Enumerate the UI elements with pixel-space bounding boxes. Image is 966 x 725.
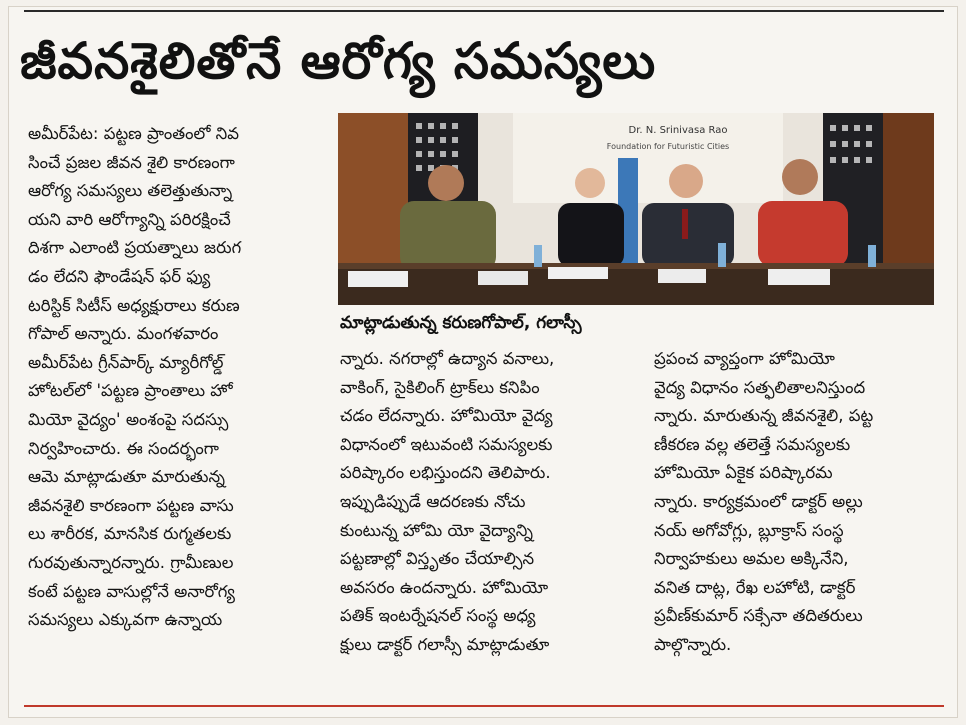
article-line: ప్రపంచ వ్యాప్తంగా హోమియో <box>654 349 835 368</box>
article-line: ఆరోగ్య సమస్యలు తలెత్తుతున్నా <box>28 181 233 201</box>
article-line: ప్రవీణ్‌కుమార్ సక్సేనా తదితరులు <box>654 606 863 626</box>
article-line: సమస్యలు ఎక్కువగా ఉన్నాయ <box>28 610 223 630</box>
banner-text-line2: Foundation for Futuristic Cities <box>606 142 730 151</box>
article-line: హోటల్‌లో 'పట్టణ ప్రాంతాలు హో <box>28 381 233 401</box>
article-line: పతిక్ ఇంటర్నేషనల్ సంస్థ అధ్య <box>340 606 536 626</box>
article-line: క్షులు డాక్టర్ గలాస్సీ మాట్లాడుతూ <box>340 634 550 654</box>
article-line: జీవనశైలి కారణంగా పట్టణ వాసు <box>28 495 234 515</box>
article-line: పరిష్కారం లభిస్తుందని తెలిపారు. <box>340 463 551 483</box>
article-line: విధానంలో ఇటువంటి సమస్యలకు <box>340 434 553 454</box>
article-line: ణీకరణ వల్ల తలెత్తే సమస్యలకు <box>654 434 851 454</box>
article-line: న్నారు. కార్యక్రమంలో డాక్టర్ అల్లు <box>654 491 863 511</box>
article-column-2 <box>340 345 630 660</box>
article-line: పట్టణాల్లో విస్తృతం చేయాల్సిన <box>340 549 535 569</box>
article-line: అవసరం ఉందన్నారు. హోమియో <box>340 577 549 597</box>
event-photo-drawing <box>338 113 934 305</box>
article-line: న్నారు. మారుతున్న జీవనశైలి, పట్ట <box>654 406 874 426</box>
article-line: గోపాల్ అన్నారు. మంగళవారం <box>28 324 219 344</box>
article-line: మియో వైద్యం' అంశంపై సదస్సు <box>28 409 229 429</box>
top-rule <box>24 10 944 12</box>
article-line: వనిత దాట్ల, రేఖ లహోటి, డాక్టర్ <box>654 577 856 597</box>
article-line: పాల్గొన్నారు. <box>654 634 732 654</box>
article-line: చడం లేదన్నారు. హోమియో వైద్య <box>340 406 553 426</box>
article-line: సించే ప్రజల జీవన శైలి కారణంగా <box>28 152 235 172</box>
headline: జీవనశైలితోనే ఆరోగ్య సమస్యలు <box>20 32 657 90</box>
photo-caption: మాట్లాడుతున్న కరుణగోపాల్, గలాస్సీ <box>340 313 582 333</box>
article-line: కంటే పట్టణ వాసుల్లోనే అనారోగ్య <box>28 581 235 601</box>
article-line: కుంటున్న హోమి యో వైద్యాన్ని <box>340 520 533 540</box>
event-photo <box>338 113 934 305</box>
article-line: లు శారీరక, మానసిక రుగ్మతలకు <box>28 524 232 544</box>
article-line: న్నారు. నగరాల్లో ఉద్యాన వనాలు, <box>340 349 555 368</box>
article-line: నిర్వాహకులు అమల అక్కినేని, <box>654 549 849 569</box>
article-line: టరిస్టిక్ సిటీస్ అధ్యక్షురాలు కరుణ <box>28 295 240 315</box>
article-line: నిర్వహించారు. ఈ సందర్భంగా <box>28 438 219 458</box>
article-line: వాకింగ్, సైకిలింగ్ ట్రాక్‌లు కనిపిం <box>340 377 540 397</box>
article-column-1 <box>28 120 328 635</box>
article-column-3 <box>654 345 944 660</box>
article-line: డం లేదని ఫౌండేషన్ ఫర్ ఫ్యు <box>28 266 211 286</box>
article-line: వైద్య విధానం సత్ఫలితాలనిస్తుంద <box>654 377 866 397</box>
bottom-rule <box>24 705 944 707</box>
article-line: హోమియో ఏకైక పరిష్కారమ <box>654 463 833 483</box>
article-line: ఆమె మాట్లాడుతూ మారుతున్న <box>28 467 225 487</box>
article-line: నయ్ అగోవోగ్లు, బ్లూక్రాస్ సంస్థ <box>654 520 844 540</box>
banner-text-line1: Dr. N. Srinivasa Rao <box>628 125 728 136</box>
article-line: యని వారి ఆరోగ్యాన్ని పరిరక్షించే <box>28 209 231 229</box>
article-line: అమీర్‌పేట: పట్టణ ప్రాంతంలో నివ <box>28 124 239 143</box>
article-line: గురవుతున్నారన్నారు. గ్రామీణుల <box>28 552 234 572</box>
article-line: అమీర్‌పేట గ్రీన్‌పార్క్ మ్యారీగోల్డ్ <box>28 352 224 372</box>
article-line: దిశగా ఎలాంటి ప్రయత్నాలు జరుగ <box>28 238 242 258</box>
article-line: ఇప్పుడిప్పుడే ఆదరణకు నోచు <box>340 491 526 511</box>
